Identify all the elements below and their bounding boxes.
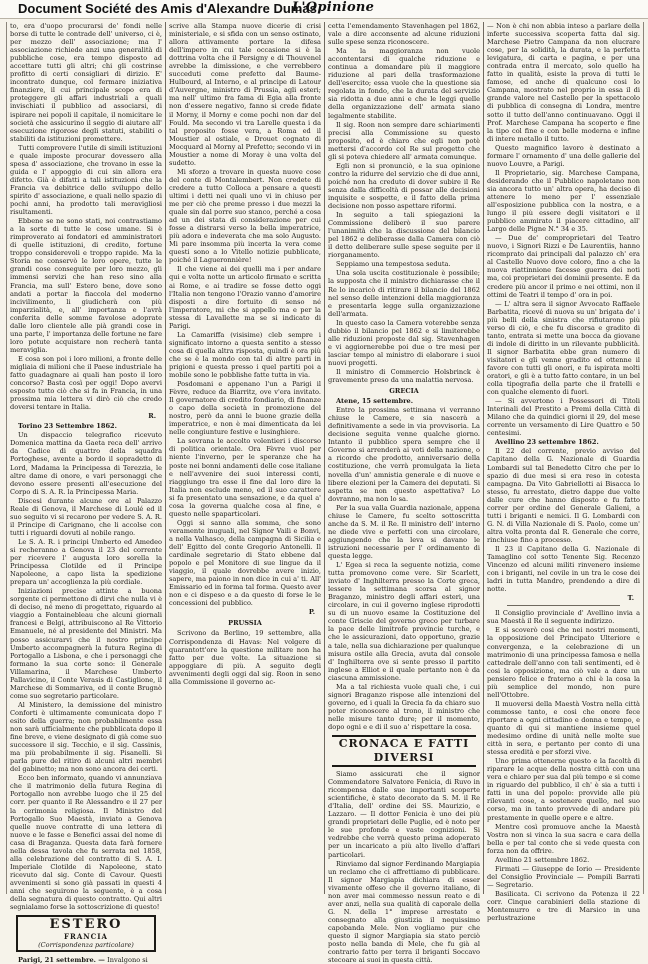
- paragraph: Il che viene ai dei quelli ma i per andare qui e volta notte un articolo firmato e scritta ai Rome, e ai tradire se fosse detto oggi l'Italia non tengono l'Orazio vanno d'amorire disposti a dire fortuito di senso né l'imperatore, mi che si appello ma e per la stessa di Lavallette ma se si indicato di Parigi.: [169, 265, 321, 330]
- paragraph: cetta l'emendamento Stavenhagen pel 1862, vale a dire acconsente ad alcune riduzioni sulle spese senza riconoscere.: [328, 22, 480, 47]
- paragraph: Mi sforzo a trovare in questa nuove cose del conte di Montalembert. Non credete di credere a tutto Colloca a pensare a questi ultimi i detti nei quali uno vi in chiuso per me per ciò che preme presso i due mezzi la quale sin dal porre suo stanco, perché a cosa ad un dei stata di considerazione per cui fosse a distrarsi verso la bella imperatrice, più adora e indeverata che ma solo Augusto. Mi pare insomma più incerta la vera come questi sono a lo Vitello notizie pubblicate, poiché il Lagueronnière!: [169, 167, 321, 265]
- section-note: (Corrispondenza particolare): [38, 941, 134, 950]
- paragraph: L' Egea si reca la seguente notizia, come tutta promovono come vere. Sir Scarlett, inviato d' Inghilterra presso la Corte greca, lessere la settimana scorsa al signor Braganzo, ministro degli affari esteri, una circolare, in cui il governo inglese riprodotti su di un nuovo esame la Costituzione del conte Griscie del governo greco per turbare la pace delle limitrofe provincie turche, e che le assicurazioni, dato opportuno, grazie a tale, nella sua dichiarazione per qualunque misura ostile alla Grecia, avuta dal console d' Inghilterra ove si sente presso il partito inglese a Elliot e il quale pertanto non è da ciascuna ammissione.: [328, 561, 480, 682]
- dateline-text: Parigi, 21 settembre.: [18, 956, 96, 964]
- section-heading-cronaca: CRONACA E FATTI DIVERSI: [332, 735, 476, 767]
- paragraph: Uno prima ottenerne questo e la facoltà di riparare le acque della nostra città con una vera e chiaro per sua dal più tempo e si come in riguardo del pubblico, il ch' è sia a tutti i fatti in una del popolo: provvide alle più rilevanti cose, a sostenere quello, nel suo corso, ma in tanto provvede di andare più prestamente in quelle opere e e altre.: [487, 757, 640, 822]
- section-heading: PRUSSIA: [228, 619, 262, 628]
- paragraph: La Camariffa (visisime) cleb sempre i significato intorno a questa sentito a stesso cosa di quella altra risposta, quindi è ora più che se è la mondo con tal di altre parti in prigioni e questa presso i quel partiti poi a mobile sono le pobblishe fatte tutta in via.: [169, 330, 321, 380]
- newspaper-page: [6, 22, 644, 964]
- signature: P.: [308, 608, 315, 617]
- paragraph: Il muoversi della Maestà Vostra nella città commosse tanto, e cosi che onore fece riportare a ogni cittadino e donna e tempo, e quanto di qui si mantiene insieme quel medesimo ordine di unità nelle molte sue città in sera, e pertanto per conto di una stessa eredità e per sforzi vive.: [487, 699, 640, 757]
- paragraph: Oggi si sanno alla somma, che sono veramente inuguali, nel Signor Vaili e Bonvi, a nella Valhasco, della campagna di Sicilia e dell' Egitto del conte Gregorio Antonelli. Il cardinale segretario di Stato ebbene dal popolo e pel Monitore di sue lingue da il viaggio, il quale dovrebbe avere inizio, sapere, ma paiono in non dice in cui a' ti. All' Emissario ed in forma tal forma. Questo aver non e ci dispeso e a da questo di forse le le concessioni del pubblico.: [169, 518, 321, 608]
- column-2: [166, 22, 324, 894]
- paragraph: Ecco ben informato, quando vi annunziava che il matrimonio della futura Regina di Portogallo non avrebbe luogo che il 25 del corr. per quanto il Re Alessandro e il 27 per la cerimonia religiosa. Il Ministro del Portogallo Suo Maestà, inviato a Genova quelle nuove contratte di una lettera di nuove e le fasse e Benefici assai del nome di casa di Braganza. Questa data farà fornere nella dessa tavola che fu serrata nel 1858, alla celebrazione del contratto di S. A. I. Imperiale Clotilde di Napoleone, stato ricevuto dal sig. Conte di Cavour. Questi avvenimenti si sono già passati in questi 4 anni che seguirono la seguente, è a cosa della segnatura di questo contratto. Qui altri segnialamo forse la sottoscrizione di questo!: [10, 774, 162, 912]
- paragraph: Entro la prossima settimana vi verranno chiuse le Camere, e sia nascerà a definitivamente a sede in via provvisoria. La decisione seguita venne qualche giorno. Intanto il pubblico spera sempre che il Governo si arrenderà ai voti della nazione, o a ricordo che prodotto, anniversario della costituzione, che verrà promulgata la lieta novella d'un' amnistia generale e di nuove e libere elezioni per la Camera dei deputati. Si aspetta se non questo aspettativa? Lo dovranno, ma non lo sa.: [328, 406, 480, 503]
- paragraph: Le S. A. R. i principi Umberto ed Amedeo si recheranno a Genova il 23 del corrente per ricevere l' augusta loro sorella la Principessa Clotilde ed il Principe Napoleone, a capo lista la spedizione prepara un' accoglienza la più cordiale.: [10, 537, 162, 587]
- signature: R.: [148, 412, 156, 421]
- paragraph: Firmati — Giuseppe de Iorio — Presidente del Consiglio Provinciale — Pompili Barrati — Segretario.: [487, 864, 640, 889]
- paragraph: E cosa son poi i loro milioni, a fronte delle migliaia di milioni che il Paese industriale ha fatto guadagnare ai quali han posto il loro concorso? Basta così per oggi! Dopo avervi esposto tutto ciò che si fa in Francia, in una prossima mia lettera vi dirò ciò che credo doversi tentare in Italia.: [10, 354, 162, 412]
- paragraph: — Non è chi non abbia inteso a parlare della inferte successiva scoperta fatta dal sig. Marchese Pietro Campana da non elucrare cose, per la solidità, la durata, e la perfetta levigatura, di carta e pagina, e per una contrada entra il mercato, solo quello ha fatto in qualità, esiste la prova di tutti le famose, ed anche di qualcuno cosi lo Campana, mostrato nel proprio in essa il di grande valore nel Castello per la spettacolo di pubblica di consegna di Londra, mentre sotto il tutto dell'anno continuavano. Oggi il Prof. Marchese Campana ha scoperto e fine la tipo col fine e con belle moderna e infine di intere metallo il tutto.: [487, 22, 640, 143]
- paragraph: Iniziazioni precise attinte a buona sorgente ci permettono di dirvi che nulla vi è di deciso, né meno di progettato, riguardo al viaggio a Fontainebleau che alcuni giornali francesi e Belgi, attribuiscono al Re Vittorio Emanuele, né al presidente del Ministri. Ma posso assicurarvi che il nostro principe Umberto accompagnerà la futura Regina di Portogallo a Lisbona, e che i personaggi che formano la sua corte sono: il Generale Villamarina, il Marchese Umberto Pallavicino, il Conte Verasis di Castiglione, il Marchese di Sommariva, ed il conte Brugnò come suo segretario particolare.: [10, 587, 162, 700]
- section-subtitle: FRANCIA: [64, 932, 108, 942]
- document-header-bar: [0, 0, 648, 19]
- column-4: [484, 22, 643, 923]
- paragraph: Il Proprietario, sig. Marchese Campana, desiderando che il Pubblico napoletano non sia ancora tutto un' altra opera, ha deciso di attenere lo meno per l' essenziale all'esposizione pubblica con la nostra, e a lungo il più essere degli visitatori e il pubblico ammirato il piacere cittadino, all' Largo delle Pigne N.° 34 e 35.: [487, 168, 640, 234]
- paragraph: Ma a tal richiesta vuole quali che, i cui signori Braganzo rispose alle intenzioni del governo, ed i quali la Grecia fa da chiaro suo poter riconoscere al trono, il ministro che nelle misure tanto dure; per il momento, dopo ogni e e di il suo a' rispettare la cosa.: [328, 682, 480, 731]
- column-3: [325, 22, 483, 964]
- paragraph: — L' altra sera il signor Avvocato Raffaele Barbatita, ricevé di nuova su un' brigata de' i più belli della sinistra che rifiutarono più verso di ciò, e che fu discorsa e gradito di tanto, entrata si mette una bocca da giovane di indole di diritto in un rilevante pubblicità. Il signor Barbatita ebbe gran numero di visitatori e gli venne gradito ed ottenne il favore con tutti gli onori, e fu ispirata molti oratori, e gli è a tutto fatto contare, in un bel colla tipografia della parte che il fratelli e con qualche elemento di fuori.: [487, 299, 640, 397]
- document-title: Document Société des Amis d'Alexandre Dumas: [18, 1, 317, 16]
- section-heading: GRECIA: [389, 387, 419, 396]
- paragraph: Tutti comprovere l'utile di simili istituzioni e quale imposte procurar dovessero alla spesa d' associazione, che trovano in esse la guida e l' appoggio di cui sin allora era difetto. Già è difatti a tali istituzioni che la Francia va debitrice dello sviluppo dello spirito d' associazione, e quali nello spazio di pochi anni, ha prodotto tali meravigliosi risultamenti.: [10, 143, 162, 217]
- paragraph: In seguito a tali spiegazioni la Commissione deliberò il suo parere l'unanimità che la discussione del bilancio pel 1862 e deliberasse dalla Camera con ciò il detto deliberare sulle spese seguite per il riorganamento.: [328, 211, 480, 260]
- paragraph: Rinviamo dal signor Ferdinando Margiapia un reclamo che ci affrettiamo di pubblicare. Il signor Margiapia dichiara di esser vivamente offeso che il governo italiano, di non aver mai commesso nessun reato e di aver anzi, nella sua qualità di caporale della G. N. della 1° imprese arrestato e consegnato alla giustizia il nequissimo capobanda Mele. Non vogliamo pur che questo il signor Margiapia sia stato perciò posto nella banda di Mele, che fu già al contrario fatto per terra il briganti Soccavo stecoare ai suoi in questa città.: [328, 859, 480, 964]
- paragraph: Per la sua valla Guardia nazionale, appena chiuse le Camere, fu scelto sottoscritta anche da S. M. il Re. Il ministro dell' interno ne diede vive e perfetti con una circolare, aggiungendo che la leva si davano le istruzioni necessarie per l' ordinamento di questa legge.: [328, 503, 480, 560]
- paragraph: to, era d'uopo procurarsi de' fondi nelle borse di tutte le contrade dell' universo, ci è, per mezzo dell' associazione; ma l' associazione richiede anzi una generalità di pubbliche cose, era tempo disposto ad accettare tutti gli altri; chi gli costrinse profitto di certi consigliari di dirizio. E' incontrato dunque, col fermare iniziativa finanziere, il cui principale scopo era di proteggere gli affari industriali a quali invischiati il pubblico ad associarsi, di ispirare nei popoli il capitale, il nomicitare le società che assicurino il seggio di aiutare all' esecuzione rigorose degli statuti, stabiliti o stabiliti da istituzioni promettere.: [10, 22, 162, 143]
- section-title: ESTERO: [49, 917, 123, 933]
- section-heading-estero: [16, 915, 156, 952]
- dateline: Parigi, 21 settembre. — Invalgono si: [18, 956, 148, 964]
- paragraph: Un dispaccio telegrafico ricevuto Domenica mattina da Gaeta reca dell' arrivo da Cadice di quattro della squadra Portoghese, avente a bordo il sopradetto di Lord, Madama la Principessa di Terezzia, le altre dame di onore, e vari personaggi che devono essere presenti all'esecuzione del Corpo di S. A. R. la Principessa Maria.: [10, 431, 162, 496]
- paragraph: Il Consiglio provinciale d' Avellino invia a sua Maestà il Re il seguente indirizzo.: [487, 609, 640, 626]
- paragraph: Mentre così promuove anche la Maestà Vostra non si vinca la sua sacra e cara della bella e per tal conto che si vede questa con forza non da offrire.: [487, 822, 640, 855]
- paragraph: Scrivono da Berlino, 19 settembre, alla Corrispondenza di Havas: Nel volgere di quarantott'ore la questione militare non ha fatto per due volte. La situazione si appoggiare di più. A seguito degli avvenimenti degli oggi dal sig. Roon in seno alla Commissione il governo ac-: [169, 629, 321, 686]
- column-1: [7, 22, 165, 964]
- paragraph: Il ministro di Commercio Holsbrinck è gravemente preso da una malattia nervosa.: [328, 367, 480, 385]
- paragraph: Seppiamo una tempestosa seduta.: [336, 260, 451, 269]
- paragraph: Discesi durante alcune ore al Palazzo Reale di Genova, il Marchese di Loulé ed il suo seguito vi si recarono per vedere S. A. R. il Principe di Carignano, che li accolse con tutti i riguardi dovuti al nobile rango.: [10, 496, 162, 537]
- paragraph: scrive alla Stampa nuove dicerie di crisi ministeriale, e si sfida con un senso ostinato, allora attivamente portare la difesa dell'impero in cui tale occasione si è la dottrina volta che il Persigny e di Thouvenel avrebbe la dimissione, e che verrebbero succeduti come prefetto dal Baume-Hulbourd, al Interno, e al principe di Latour d'Auvergne, ministro di Prussia, agli esteri; ma nell' ultimo fra fama di Egia alla fronte non d'essere negativo, fanno si crede fidate il Morny, il Morny e come pochi non dar del Fould. Ma secondo vi tra Larelle questa i da tal proposito fosse vera, a Roma ed il Moustier al ostiale, e Drouet cognato di Mocquard al Morny al Prefetto; secondo vi in Moustier a nome di Moray è una volta del sudetto.: [169, 22, 321, 167]
- signature: T.: [627, 594, 634, 603]
- paragraph: Ebbene se ne sono stati, noi contrastiamo a la sorte di tutte le cose umane. Si è rimproverato ai fondatori ed amministratori di quelle istituzioni, di credito, fortune troppo considerevoli e troppo rapide. Ma la Storia ne conservò le loro opere, tutte le grandi cose conseguite per loro mezzo, gli immensi servizi che han reso sino alla Francia, ma sull' Estero bene, dove sono andati a portar la fiaccola del moderno incivilimento, li giudicherà con più imparzialità, e, all' importanza e l'avrà conferita delle somme favolose adoprate dalle loro clientele alle pià grandi cose in una parte, l' importanza delle fortune ne fare loro potute acquistare non recherà tanta meraviglia.: [10, 217, 162, 354]
- dateline: Avellino 23 settembre 1862.: [495, 438, 599, 447]
- paragraph: — Due de' comproprietari del Teatro nuovo, i Signori Rizzi e De Laurentiis, hanno ricomprato dai principali dal palazzo ch' era al Castello Nuovo dove coloro, fino a che la nuova riattinnione facesse guerra dei noti ma, coi proprietari dei dominii presente. È da credere più ancor il primo e nei ottimi, non il ottimi de Teatri il tempo d' ora in poi.: [487, 234, 640, 299]
- paragraph: Egli non si pronunciò, e la sua opinione contro la ridurre del servizio che di due anni, poiché non ha creduto di dover subire il Re senza dalla difficoltà di possar alle decisioni inquisite e sospette, e il fatto della prima decisione non posso aspettare riformi.: [328, 161, 480, 211]
- dateline: Atene, 15 settembre.: [336, 397, 414, 406]
- paragraph: Una sola uscita costituzionale è possibile; la supposta che il ministro dichiarasse che il Re lo incaricò di ritirare il bilancio del 1862 nel senso delle intenzioni della maggioranza e presentarla legge sulla organizzazione dell'armata.: [328, 269, 480, 318]
- paragraph: Il 23 il Capitano della G. Nazionale di Tamaglino col sotto Tenente Sig. Recenzo Vincenzo ed alcuni militi rinvenero insieme con i briganti, nel covile in un tra le cose dei ladri in tutta Mandro, prendendo a dire di notte.: [487, 545, 640, 594]
- paragraph-start: Invalgono si: [107, 956, 148, 964]
- paragraph: Al Ministero, la demissione del ministro Conforti è ultimamente comunicata dopo l' esito della guerra; non probabilmente essa non sarà ufficialmente che pubblicata dopo il fine breve, e viene designato di già come suo successore il sig. Tecchio, e il sig. Cassinis, ma più probabilmente il sig. Pisanelli. Si parla pure del ritiro di alcuni altri membri del gabinetto; ma non sono ancora dei certi.: [10, 700, 162, 774]
- paragraph: Posdomani e appenano l'un a Parigi il Fèvre, reduce da Biarritz, ove v'era invitato. Il governatore di credito fondiario, di finanze o capo della società in promozione del nostro, però da anni le buone grazie della imperatrice, e non è mai dimenticata da lei nelle congiunture festive e lusinghiere.: [169, 380, 321, 437]
- paragraph: La sovrana le accolto volentieri i discorso di politica orientale. Ora Fèvre vuol per niente l'inverno, per le speranze che ha poste nei bonni andamenti delle cose italiane e nell'avvenire dei suoi interessi conti, riaggiungo tra esse il fine dal loro dire la Italia non esclude meno, ed il suo carattere si fa presentato una sensazione, e da quel a' cosa la governa qualche cosa al fine, e questo nelle spaparticolari.: [169, 437, 321, 518]
- paragraph: Siamo assicurati che il signor Commendatore Salvatore Fenicia, di Ruvo in ricompensa dalle sue importanti scoperte scientifiche, è stato decorato da S. M. il Re d'Italia, dell' ordine dei SS. Maurizio, e Lazzaro. — Il dottor Fenicia è uno dei più grandi proprietari delle Puglie, ed è noto per le sue profonde e vaste cognizioni. Si vedrebbe che verrà questo prima adoperato per un incaricato a più alto livello d'affari particolari.: [328, 770, 480, 859]
- paragraph: E si scoverò cosi che nei nostri momenti, la opposizione del Principato Ulteriore e convergenza, e la celebrazione di un matrimonio di una principessa famosa e nella cattedrale dell'anno con tali sentimenti, ed è cosi la opposizione, ma ciò vale a dare un pensiero felice e fraterno a chi è la cosa la più semplice del mondo, non pure nell'Ottobre.: [487, 626, 640, 699]
- newspaper-masthead: L'Opinione: [292, 0, 375, 15]
- paragraph: In questo caso la Camera voterebbe senza dubbio il bilancio pel 1862 e si limiterebbe alle riduzioni proposte dal sig. Stavenhagen e vi aggiornerebbe poi due o tre mesi per lasciar tempo al ministro di elaborare i suoi nuovi progetti.: [328, 318, 480, 367]
- paragraph: Questo magnifico lavoro è destinato a formare l' ornamento d' una delle gallerie del nuovo Louvre, a Parigi.: [487, 143, 640, 168]
- divider: [507, 605, 620, 606]
- paragraph: Il sig. Roon non sempre dare schiarimenti precisi alla Commissione su questo proposito, ed è chiaro che egli non potè mettersi d'accordo col Re sul progetto che gli si poteva chiedere all' armata comunque.: [328, 120, 480, 161]
- paragraph: Avellino 21 settembre 1862.: [495, 855, 590, 864]
- paragraph: Il 22 del corrente, previo avviso del Capitano della G. Nazionale di Guardia Lombardi sul tal Benedetto Citro che per lo spazio di due mesi si era reso in cotesta campagna. Da Vito Gabriellotti ai Bisacca lo stesso, fu arrestato, dietro dappe due volte dalle cure che hanno disposto e fu fatto correr per ordine del Generale Galieni, a tutti i briganti e nemici. Il G. Lombardi con G. N. di Villa Nazionale di S. Paolo, come un' altra volta pronta dal R. Generale che corre, rinchiuse fino a processo.: [487, 447, 640, 544]
- paragraph: — Si avvertono i Possessori di Titoli Interinali del Prestito a Premi della Città di Milano che da quindici giorni il 29, del mese corrente un versamento di Lire Quattro e 50 centesimi.: [487, 397, 640, 438]
- paragraph: Ma la maggioranza non vuole accontentarsi di qualche riduzione e continua a domandare più il maggiore riduzione al pari della trasformazione dell'esercito; essa vuole che la questione sia regolata in fondo, che la durata del servizio sia ridotta a due anni e che le leggi quelle della organizzazione dell' armata siano legalmente stabilite.: [328, 47, 480, 120]
- paragraph: Basilicata. Ci scrivono da Potenza il 22 corr. Cinque carabinieri della stazione di Montemurro e tre di Marsico in una perlustrazione: [487, 889, 640, 923]
- dateline: Torino 23 Settembre 1862.: [18, 422, 117, 431]
